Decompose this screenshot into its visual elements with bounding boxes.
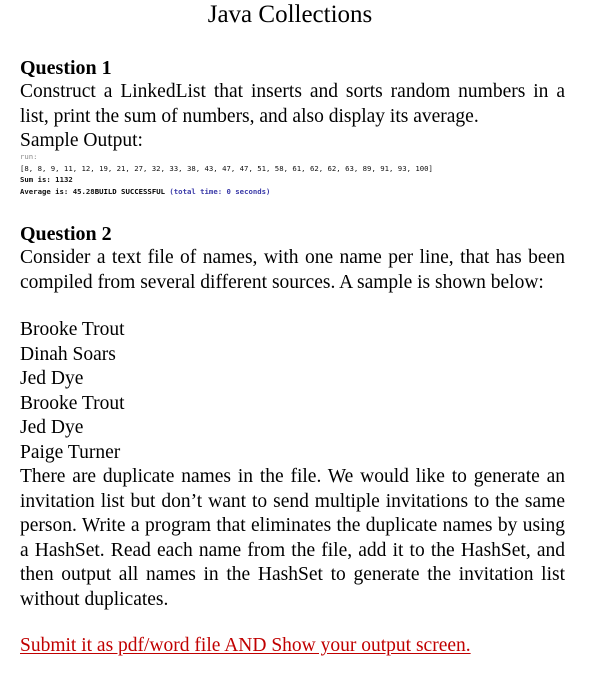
console-list-line: [8, 8, 9, 11, 12, 19, 21, 27, 32, 33, 38, 43, 47, 47, 51, 58, 61, 62, 62, 63, 89, 91, 93, 100] [20, 163, 433, 173]
console-build-status: BUILD SUCCESSFUL [94, 186, 165, 196]
console-run-line: run: [20, 152, 38, 161]
console-build-time: (total time: 0 seconds) [165, 186, 271, 196]
list-item: Paige Turner [20, 441, 121, 463]
list-item: Brooke Trout [20, 319, 125, 340]
question-1-heading: Question 1 [20, 57, 112, 79]
question-2-heading: Question 2 [20, 223, 112, 245]
sample-output-label: Sample Output: [20, 130, 143, 151]
console-sum-line [20, 174, 565, 186]
submit-instruction: Submit it as pdf/word file AND Show your output screen. [20, 635, 471, 656]
console-average-value: 45.28 [72, 186, 95, 196]
list-item: Brooke Trout [20, 392, 125, 414]
question-2-body: There are duplicate names in the file. We would like to generate an invitation list but don’t want to send multiple invitations to the same person. Write a program that eliminates the duplicate names by using a HashSet. Read each name from the file, add it to the HashSet, and then output all names in the HashSet to generate the invitation list without duplicates. [20, 466, 565, 610]
list-item: Dinah Soars [20, 343, 116, 365]
sample-names-list [20, 318, 565, 465]
sample-output-console [20, 151, 565, 197]
console-average-line [20, 186, 565, 198]
console-average-label: Average is: [20, 186, 69, 196]
list-item: Jed Dye [20, 417, 84, 438]
console-sum-value: 1132 [55, 175, 73, 184]
document-title: Java Collections [207, 1, 373, 28]
list-item: Jed Dye [20, 368, 84, 389]
console-sum-label: Sum is: [20, 175, 51, 184]
question-1-body: Construct a LinkedList that inserts and sorts random numbers in a list, print the sum of numbers, and also display its average. [20, 81, 565, 127]
question-2-intro: Consider a text file of names, with one name per line, that has been compiled from several different sources. A sample is shown below: [20, 247, 565, 293]
